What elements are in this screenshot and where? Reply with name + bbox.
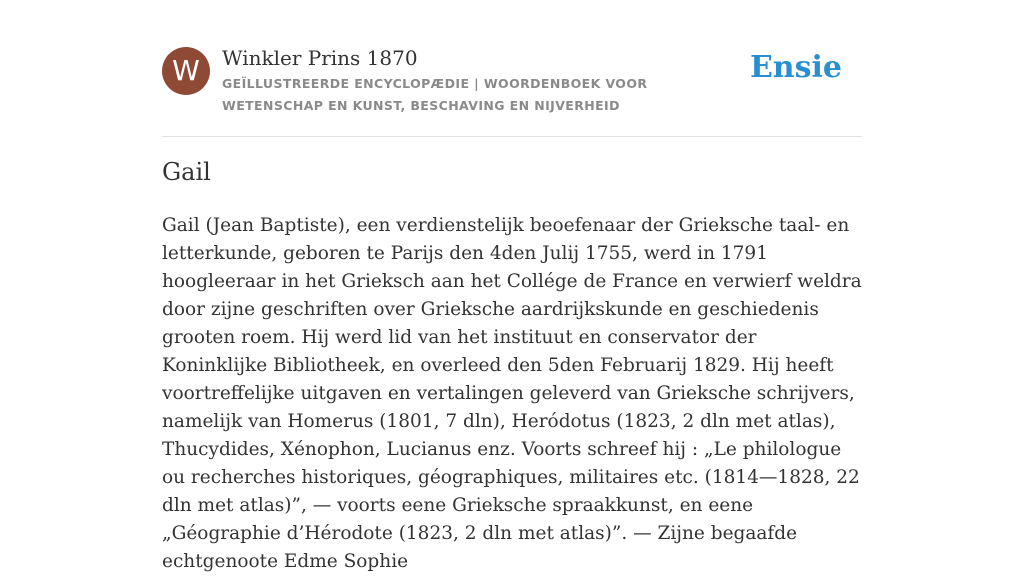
source-avatar[interactable]: W [162, 47, 210, 95]
source-title[interactable]: Winkler Prins 1870 [222, 46, 418, 70]
source-subtitle: GEÏLLUSTREERDE ENCYCLOPÆDIE | WOORDENBOEK VOOR WETENSCHAP EN KUNST, BESCHAVING EN NIJVERHEID [222, 76, 648, 113]
entry-body: Gail (Jean Baptiste), een verdienstelijk beoefenaar der Grieksche taal- en letterkunde, geboren te Parijs den 4den Julij 1755, werd in 1791 hoogleeraar in het Grieksch aan het Collége de France en verwierf weldra door zijne geschriften over Grieksche aardrijkskunde en geschiedenis grooten roem. Hij werd lid van het instituut en conservator der Koninklijke Bibliotheek, en overleed den 5den Februarij 1829. Hij heeft voortreffelijke uitgaven en vertalingen geleverd van Grieksche schrijvers, namelijk van Homerus (1801, 7 dln), Heródotus (1823, 2 dln met atlas), Thucydides, Xénophon, Lucianus enz. Voorts schreef hij : „Le philologue ou recherches historiques, géographiques, militaires etc. (1814—1828, 22 dln met atlas)”, — voorts eene Grieksche spraakkunst, en eene „Géographie d’Hérodote (1823, 2 dln met atlas)”. — Zijne begaafde echtgenoote Edme Sophie [162, 215, 862, 572]
entry-title: Gail [162, 158, 211, 186]
ensie-logo-link[interactable]: Ensie [749, 50, 842, 85]
source-header [162, 44, 862, 137]
